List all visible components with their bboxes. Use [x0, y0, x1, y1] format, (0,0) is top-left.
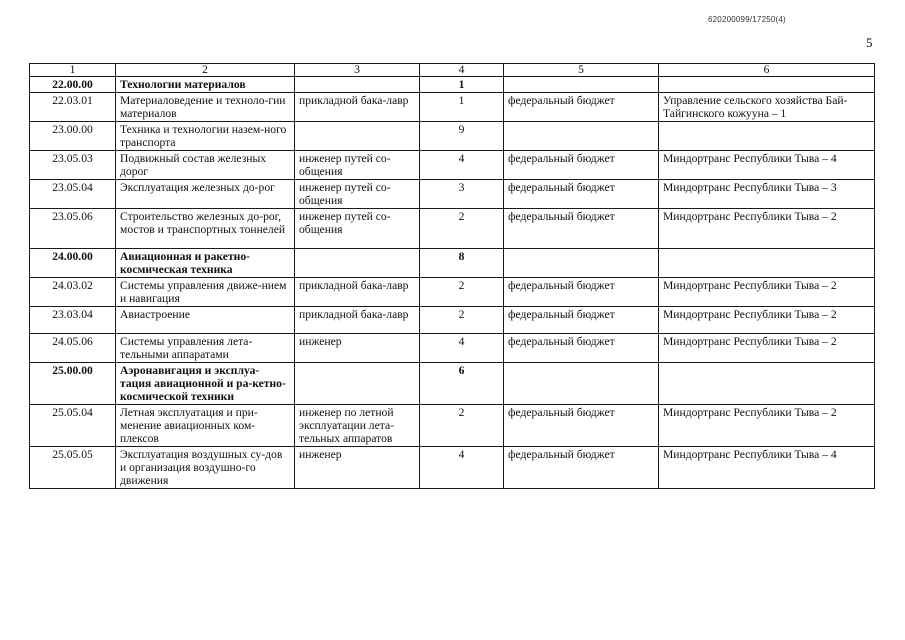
count-cell: 2 [420, 278, 504, 307]
table-row [30, 209, 875, 249]
funding-cell: федеральный бюджет [504, 278, 659, 307]
column-header: 4 [420, 64, 504, 77]
customer-cell [659, 77, 875, 93]
qualification-cell: прикладной бака-лавр [295, 278, 420, 307]
count-cell: 4 [420, 447, 504, 489]
column-header: 2 [116, 64, 295, 77]
code-cell: 22.00.00 [30, 77, 116, 93]
customer-cell: Миндортранс Республики Тыва – 4 [659, 447, 875, 489]
name-cell: Эксплуатация железных до-рог [116, 180, 295, 209]
qualification-cell [295, 77, 420, 93]
count-cell: 1 [420, 93, 504, 122]
customer-cell: Миндортранс Республики Тыва – 2 [659, 334, 875, 363]
funding-cell [504, 77, 659, 93]
name-cell: Летная эксплуатация и при-менение авиационных ком-плексов [116, 405, 295, 447]
qualification-cell: инженер путей со-общения [295, 180, 420, 209]
code-cell: 25.00.00 [30, 363, 116, 405]
table-row [30, 122, 875, 151]
customer-cell: Управление сельского хозяйства Бай-Тайгинского кожууна – 1 [659, 93, 875, 122]
count-cell: 3 [420, 180, 504, 209]
count-cell: 1 [420, 77, 504, 93]
funding-cell: федеральный бюджет [504, 307, 659, 334]
count-cell: 2 [420, 307, 504, 334]
qualification-cell: инженер путей со-общения [295, 151, 420, 180]
column-header: 6 [659, 64, 875, 77]
funding-cell [504, 122, 659, 151]
group-row [30, 363, 875, 405]
document-number: 620200099/17250(4) [708, 15, 786, 24]
code-cell: 24.05.06 [30, 334, 116, 363]
funding-cell: федеральный бюджет [504, 93, 659, 122]
customer-cell: Миндортранс Республики Тыва – 2 [659, 307, 875, 334]
count-cell: 2 [420, 405, 504, 447]
qualification-cell: инженер путей со-общения [295, 209, 420, 249]
customer-cell: Миндортранс Республики Тыва – 3 [659, 180, 875, 209]
funding-cell: федеральный бюджет [504, 447, 659, 489]
funding-cell: федеральный бюджет [504, 334, 659, 363]
name-cell: Системы управления лета-тельными аппаратами [116, 334, 295, 363]
count-cell: 4 [420, 151, 504, 180]
name-cell: Аэронавигация и эксплуа-тация авиационной и ра-кетно-космической техники [116, 363, 295, 405]
table-row [30, 334, 875, 363]
table-row [30, 151, 875, 180]
funding-cell: федеральный бюджет [504, 151, 659, 180]
column-header: 3 [295, 64, 420, 77]
code-cell: 25.05.05 [30, 447, 116, 489]
code-cell: 24.00.00 [30, 249, 116, 278]
group-row [30, 249, 875, 278]
qualification-cell: прикладной бака-лавр [295, 93, 420, 122]
page-number: 5 [866, 35, 873, 50]
name-cell: Авиационная и ракетно-космическая техника [116, 249, 295, 278]
qualification-cell [295, 122, 420, 151]
funding-cell [504, 249, 659, 278]
customer-cell [659, 249, 875, 278]
qualification-cell: инженер [295, 447, 420, 489]
funding-cell: федеральный бюджет [504, 180, 659, 209]
name-cell: Строительство железных до-рог, мостов и транспортных тоннелей [116, 209, 295, 249]
name-cell: Техника и технологии назем-ного транспорта [116, 122, 295, 151]
count-cell: 6 [420, 363, 504, 405]
customer-cell [659, 363, 875, 405]
count-cell: 9 [420, 122, 504, 151]
column-header: 1 [30, 64, 116, 77]
name-cell: Материаловедение и техноло-гии материалов [116, 93, 295, 122]
funding-cell [504, 363, 659, 405]
customer-cell: Миндортранс Республики Тыва – 2 [659, 405, 875, 447]
qualification-cell [295, 363, 420, 405]
count-cell: 2 [420, 209, 504, 249]
code-cell: 24.03.02 [30, 278, 116, 307]
name-cell: Подвижный состав железных дорог [116, 151, 295, 180]
table-row [30, 307, 875, 334]
code-cell: 25.05.04 [30, 405, 116, 447]
customer-cell: Миндортранс Республики Тыва – 4 [659, 151, 875, 180]
table-row [30, 405, 875, 447]
column-header: 5 [504, 64, 659, 77]
count-cell: 8 [420, 249, 504, 278]
customer-cell: Миндортранс Республики Тыва – 2 [659, 209, 875, 249]
qualification-cell [295, 249, 420, 278]
name-cell: Авиастроение [116, 307, 295, 334]
table-row [30, 93, 875, 122]
code-cell: 23.05.03 [30, 151, 116, 180]
table-row [30, 180, 875, 209]
customer-cell [659, 122, 875, 151]
specialties-table [29, 63, 875, 489]
qualification-cell: инженер [295, 334, 420, 363]
name-cell: Системы управления движе-нием и навигация [116, 278, 295, 307]
code-cell: 22.03.01 [30, 93, 116, 122]
funding-cell: федеральный бюджет [504, 405, 659, 447]
customer-cell: Миндортранс Республики Тыва – 2 [659, 278, 875, 307]
table-row [30, 278, 875, 307]
qualification-cell: инженер по летной эксплуатации лета-тельных аппаратов [295, 405, 420, 447]
count-cell: 4 [420, 334, 504, 363]
name-cell: Технологии материалов [116, 77, 295, 93]
code-cell: 23.03.04 [30, 307, 116, 334]
code-cell: 23.05.04 [30, 180, 116, 209]
name-cell: Эксплуатация воздушных су-дов и организация воздушно-го движения [116, 447, 295, 489]
qualification-cell: прикладной бака-лавр [295, 307, 420, 334]
header-row [30, 64, 875, 77]
group-row [30, 77, 875, 93]
code-cell: 23.05.06 [30, 209, 116, 249]
code-cell: 23.00.00 [30, 122, 116, 151]
table-row [30, 447, 875, 489]
funding-cell: федеральный бюджет [504, 209, 659, 249]
